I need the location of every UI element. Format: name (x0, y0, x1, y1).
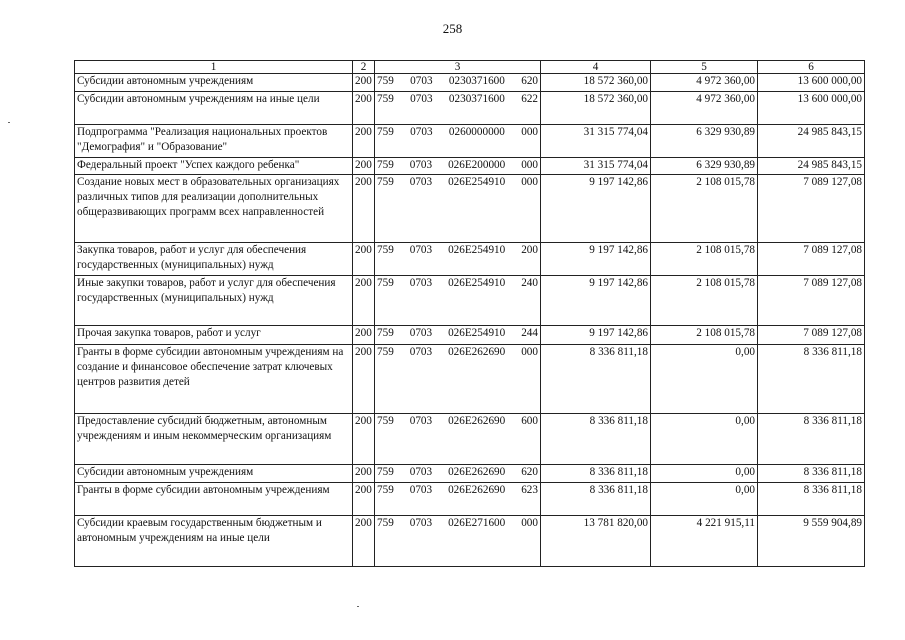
row-value-4: 9 197 142,86 (541, 243, 651, 276)
row-value-4: 9 197 142,86 (541, 326, 651, 345)
table-row (75, 276, 865, 326)
row-code (375, 74, 541, 92)
row-value-4: 31 315 774,04 (541, 158, 651, 175)
row-value-6: 7 089 127,08 (758, 326, 865, 345)
column-header-2: 2 (353, 61, 375, 74)
code-section: 0703 (409, 159, 433, 171)
row-name (75, 465, 353, 483)
row-name (75, 74, 353, 92)
row-col2: 200 (353, 158, 375, 175)
row-name (75, 92, 353, 125)
code-section: 0703 (409, 244, 433, 256)
code-section: 0703 (410, 93, 433, 105)
row-code (375, 175, 541, 243)
row-value-5: 0,00 (651, 414, 758, 465)
row-name (75, 345, 353, 414)
code-expense-type: 620 (521, 75, 538, 87)
row-value-6: 24 985 843,15 (758, 125, 865, 158)
row-value-4: 8 336 811,18 (541, 345, 651, 414)
row-value-5: 6 329 930,89 (651, 125, 758, 158)
row-code (375, 465, 541, 483)
row-col2: 200 (353, 465, 375, 483)
row-name (75, 158, 353, 175)
code-section: 0703 (409, 327, 433, 339)
code-section: 0703 (409, 517, 433, 529)
row-name (75, 516, 353, 567)
code-ministry: 759 (377, 415, 394, 427)
row-name-text: Субсидии автономным учреждениям (77, 466, 254, 478)
code-target: 026E262690 (448, 484, 506, 496)
row-col2: 200 (353, 483, 375, 516)
code-ministry: 759 (377, 244, 394, 256)
code-ministry: 759 (377, 93, 394, 105)
row-value-4: 13 781 820,00 (541, 516, 651, 567)
row-col2: 200 (353, 345, 375, 414)
column-header-5: 5 (651, 61, 758, 74)
code-section: 0703 (409, 466, 433, 478)
code-ministry: 759 (377, 176, 394, 188)
row-value-6: 8 336 811,18 (758, 465, 865, 483)
table-row (75, 326, 865, 345)
row-col2: 200 (353, 74, 375, 92)
row-value-6: 7 089 127,08 (758, 243, 865, 276)
row-value-4: 18 572 360,00 (541, 74, 651, 92)
row-value-5: 0,00 (651, 465, 758, 483)
row-name-text: Прочая закупка товаров, работ и услуг (77, 327, 261, 339)
table-row (75, 74, 865, 92)
row-name (75, 125, 353, 158)
table-row (75, 345, 865, 414)
row-name (75, 414, 353, 465)
row-value-5: 0,00 (651, 483, 758, 516)
table-row (75, 414, 865, 465)
code-section: 0703 (409, 176, 433, 188)
code-expense-type: 200 (521, 244, 538, 256)
code-ministry: 759 (377, 327, 394, 339)
code-ministry: 759 (377, 484, 394, 496)
row-value-5: 6 329 930,89 (651, 158, 758, 175)
code-section: 0703 (410, 126, 433, 138)
row-value-4: 8 336 811,18 (541, 483, 651, 516)
code-ministry: 759 (377, 346, 394, 358)
row-code (375, 158, 541, 175)
scan-speck (8, 122, 10, 123)
row-value-4: 9 197 142,86 (541, 175, 651, 243)
table-row (75, 175, 865, 243)
row-value-6: 8 336 811,18 (758, 483, 865, 516)
row-value-4: 8 336 811,18 (541, 414, 651, 465)
code-target: 026E262690 (448, 346, 506, 358)
row-value-4: 8 336 811,18 (541, 465, 651, 483)
code-section: 0703 (409, 277, 433, 289)
table-row (75, 92, 865, 125)
code-section: 0703 (410, 75, 433, 87)
row-code (375, 243, 541, 276)
row-value-4: 18 572 360,00 (541, 92, 651, 125)
row-name-text: Предоставление субсидий бюджетным, автономным учреждениям и иным некоммерческим организациям (77, 415, 332, 442)
row-name-text: Закупка товаров, работ и услуг для обеспечения государственных (муниципальных) нужд (77, 244, 307, 271)
code-expense-type: 622 (521, 93, 538, 105)
row-name-text: Подпрограмма "Реализация национальных проектов "Демография" и "Образование" (77, 126, 328, 153)
code-target: 026E200000 (448, 159, 506, 171)
code-ministry: 759 (377, 517, 394, 529)
table-row (75, 516, 865, 567)
row-value-5: 2 108 015,78 (651, 276, 758, 326)
row-value-5: 4 972 360,00 (651, 92, 758, 125)
code-expense-type: 623 (521, 484, 538, 496)
row-name-text: Гранты в форме субсидии автономным учреждениям (77, 484, 330, 496)
row-value-5: 2 108 015,78 (651, 243, 758, 276)
row-value-6: 13 600 000,00 (758, 74, 865, 92)
code-target: 026E271600 (448, 517, 506, 529)
row-value-5: 0,00 (651, 345, 758, 414)
code-ministry: 759 (377, 466, 394, 478)
row-value-5: 2 108 015,78 (651, 175, 758, 243)
row-col2: 200 (353, 92, 375, 125)
table-row (75, 483, 865, 516)
row-name-text: Гранты в форме субсидии автономным учреждениям на создание и финансовое обеспечение затрат ключевых центров развития детей (77, 346, 344, 388)
code-target: 0230371600 (448, 93, 505, 105)
row-col2: 200 (353, 276, 375, 326)
row-name (75, 483, 353, 516)
table-row (75, 243, 865, 276)
row-col2: 200 (353, 125, 375, 158)
row-col2: 200 (353, 516, 375, 567)
code-target: 026E254910 (448, 277, 506, 289)
row-value-6: 13 600 000,00 (758, 92, 865, 125)
budget-table (74, 60, 865, 567)
code-expense-type: 000 (521, 346, 538, 358)
row-code (375, 92, 541, 125)
code-expense-type: 000 (521, 176, 538, 188)
code-expense-type: 000 (521, 126, 538, 138)
code-expense-type: 000 (521, 159, 538, 171)
row-name (75, 326, 353, 345)
row-value-4: 31 315 774,04 (541, 125, 651, 158)
row-code (375, 483, 541, 516)
row-col2: 200 (353, 175, 375, 243)
code-target: 026E254910 (448, 327, 506, 339)
code-target: 026E262690 (448, 415, 506, 427)
code-section: 0703 (409, 484, 433, 496)
row-name-text: Субсидии краевым государственным бюджетным и автономным учреждениям на иные цели (77, 517, 322, 544)
row-col2: 200 (353, 326, 375, 345)
column-header-4: 4 (541, 61, 651, 74)
row-value-6: 8 336 811,18 (758, 414, 865, 465)
row-value-5: 2 108 015,78 (651, 326, 758, 345)
code-ministry: 759 (377, 159, 394, 171)
row-name-text: Федеральный проект "Успех каждого ребенка" (77, 159, 300, 171)
row-value-5: 4 221 915,11 (651, 516, 758, 567)
code-expense-type: 600 (521, 415, 538, 427)
row-value-6: 24 985 843,15 (758, 158, 865, 175)
row-code (375, 326, 541, 345)
code-expense-type: 620 (521, 466, 538, 478)
row-name-text: Субсидии автономным учреждениям на иные цели (77, 93, 320, 105)
row-value-6: 9 559 904,89 (758, 516, 865, 567)
row-col2: 200 (353, 243, 375, 276)
row-name-text: Иные закупки товаров, работ и услуг для обеспечения государственных (муниципальных) нужд (77, 277, 336, 304)
row-name (75, 175, 353, 243)
row-name-text: Субсидии автономным учреждениям (77, 75, 254, 87)
code-target: 0260000000 (448, 126, 505, 138)
code-target: 026E254910 (448, 176, 506, 188)
header-row (75, 61, 865, 74)
table-row (75, 158, 865, 175)
row-col2: 200 (353, 414, 375, 465)
row-value-6: 8 336 811,18 (758, 345, 865, 414)
row-value-4: 9 197 142,86 (541, 276, 651, 326)
code-expense-type: 244 (521, 327, 538, 339)
row-value-5: 4 972 360,00 (651, 74, 758, 92)
row-value-6: 7 089 127,08 (758, 175, 865, 243)
table-row (75, 125, 865, 158)
column-header-3: 3 (375, 61, 541, 74)
scan-speck (357, 606, 359, 607)
row-code (375, 345, 541, 414)
column-header-6: 6 (758, 61, 865, 74)
code-ministry: 759 (377, 75, 394, 87)
column-header-1: 1 (75, 61, 353, 74)
code-expense-type: 240 (521, 277, 538, 289)
row-name (75, 276, 353, 326)
row-code (375, 414, 541, 465)
code-section: 0703 (409, 415, 433, 427)
row-name-text: Создание новых мест в образовательных организациях различных типов для реализации дополнительных общеразвивающих программ всех направленностей (77, 176, 340, 218)
row-name (75, 243, 353, 276)
code-ministry: 759 (377, 277, 394, 289)
row-code (375, 125, 541, 158)
page-number: 258 (442, 21, 463, 36)
code-target: 026E254910 (448, 244, 506, 256)
table-row (75, 465, 865, 483)
row-code (375, 516, 541, 567)
code-target: 0230371600 (448, 75, 505, 87)
code-ministry: 759 (377, 126, 394, 138)
row-code (375, 276, 541, 326)
code-expense-type: 000 (521, 517, 538, 529)
row-value-6: 7 089 127,08 (758, 276, 865, 326)
code-target: 026E262690 (448, 466, 506, 478)
code-section: 0703 (409, 346, 433, 358)
